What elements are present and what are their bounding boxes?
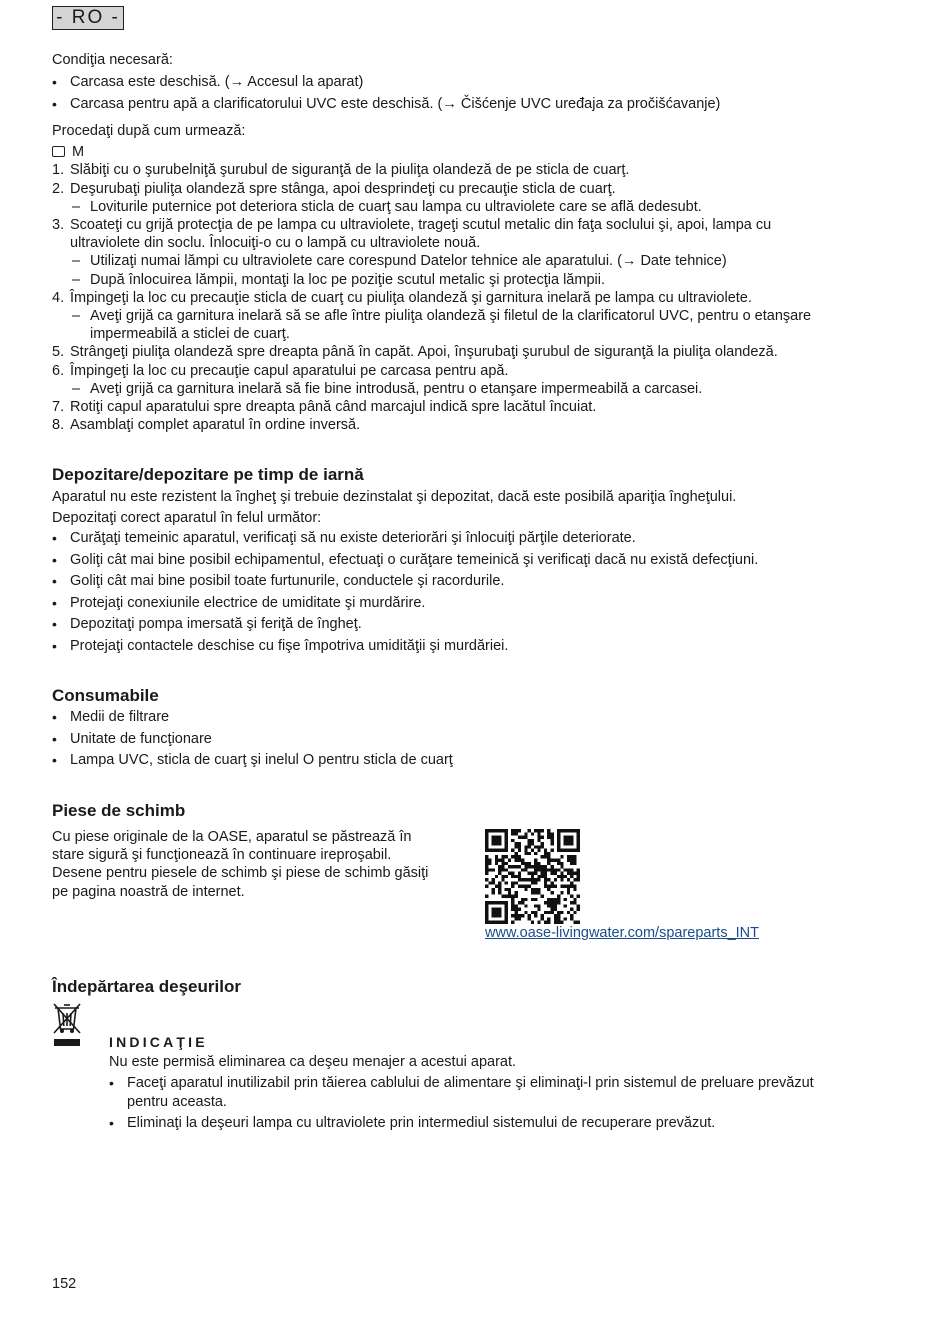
text-line: Desene pentru piesele de schimb şi piese de schimb găsiţi [52, 865, 429, 882]
tool-label: M [72, 144, 85, 161]
spare-parts-link[interactable]: www.oase-livingwater.com/spareparts_INT [485, 925, 759, 941]
step-number: 7. [52, 399, 65, 416]
procedure-section [52, 122, 892, 434]
step-number: 5. [52, 344, 65, 361]
step-number: 1. [52, 162, 65, 179]
list-item [109, 1114, 899, 1132]
note-text: Nu este permisă eliminarea ca deşeu menajer a acestui aparat. [109, 1054, 517, 1071]
conditions-title: Condiţia necesară: [52, 52, 173, 68]
disposal-heading: Îndepărtarea deşeurilor [52, 977, 241, 996]
spare-parts-text [52, 828, 892, 901]
step-note-text: – Aveţi grijă ca garnitura inelară să se afle între piuliţa olandeză şi filetul de la clarificatorul UVC, pentru o etanşare [90, 308, 812, 325]
qr-code-icon[interactable] [485, 829, 580, 924]
consumables-list [52, 707, 892, 772]
procedure-step [52, 362, 892, 398]
step-note [70, 307, 892, 343]
procedure-step [52, 216, 892, 289]
step-text: Deşurubaţi piuliţa olandeză spre stânga, apoi desprindeţi cu precauţie sticla de cuarţ. [70, 180, 616, 197]
step-text: Împingeţi la loc cu precauţie capul aparatului pe carcasa pentru apă. [70, 362, 509, 379]
list-item-text: • Faceţi aparatul inutilizabil prin tăierea cablului de alimentare şi eliminaţi-l prin sistemul de preluare prevăzut [127, 1075, 814, 1092]
step-note [70, 271, 892, 289]
step-note-text: – După înlocuirea lămpii, montaţi la loc pe poziţie scutul metalic şi protecţia lămpii. [90, 271, 605, 288]
spare-parts-heading: Piese de schimb [52, 801, 186, 820]
step-text: Scoateţi cu grijă protecţia de pe lampa cu ultraviolete, trageţi scutul metalic din faţa soclului şi, apoi, lampa cu [70, 217, 772, 234]
conditions-section [52, 51, 892, 115]
procedure-step [52, 398, 892, 416]
tool-square-icon [52, 146, 65, 157]
step-text: Asamblaţi complet aparatul în ordine inversă. [70, 417, 361, 434]
list-item [109, 1074, 899, 1110]
storage-intro-2: Depozitaţi corect aparatul în felul următor: [52, 510, 322, 527]
step-text: Strângeţi piuliţa olandeză spre dreapta până în capăt. Apoi, înşurubaţi şurubul de siguranţă la piuliţa olandeză. [70, 344, 778, 361]
procedure-steps [52, 161, 892, 434]
disposal-list [109, 1074, 899, 1132]
conditions-list [52, 72, 892, 115]
list-item-text: pentru aceasta. [127, 1093, 227, 1110]
step-notes [70, 307, 892, 343]
spare-parts-section [52, 801, 892, 901]
procedure-title: Procedaţi după cum urmează: [52, 123, 246, 139]
step-number: 4. [52, 289, 65, 306]
disposal-note [109, 1033, 899, 1132]
step-notes [70, 252, 892, 288]
step-number: 3. [52, 217, 65, 234]
step-notes [70, 198, 892, 216]
list-item: • Depozitaţi pompa imersată şi feriţă de îngheţ. [52, 614, 892, 636]
procedure-step [52, 416, 892, 434]
crossed-out-wheelie-bin-icon [52, 1002, 82, 1048]
step-text: Slăbiţi cu o şurubelniţă şurubul de siguranţă de la piuliţa olandeză de pe sticla de cuarţ. [70, 162, 630, 179]
step-number: 2. [52, 180, 65, 197]
step-text: ultraviolete din soclu. Înlocuiţi-o cu o lampă cu ultraviolete nouă. [70, 235, 481, 252]
text-line: stare sigură şi funcţionează în continuare ireproşabil. [52, 847, 392, 864]
list-item: • Unitate de funcţionare [52, 729, 892, 751]
list-item: • Lampa UVC, sticla de cuarţ şi inelul O pentru sticla de cuarţ [52, 750, 892, 772]
list-item: • Protejaţi contactele deschise cu fişe împotriva umidităţii şi murdăriei. [52, 636, 892, 658]
list-item: • Medii de filtrare [52, 707, 892, 729]
step-note-text: impermeabilă a sticlei de cuarţ. [90, 326, 290, 343]
storage-section [52, 465, 892, 657]
procedure-step [52, 180, 892, 216]
step-note-text: – Utilizaţi numai lămpi cu ultraviolete care corespund Datelor tehnice ale aparatului. (→ Date tehnice) [90, 253, 727, 270]
text-line: Cu piese originale de la OASE, aparatul se păstrează în [52, 829, 412, 845]
step-text: Rotiţi capul aparatului spre dreapta până când marcajul indică spre lacătul încuiat. [70, 399, 597, 416]
note-title: INDICAŢIE [109, 1034, 208, 1050]
language-tab: - RO - [52, 6, 124, 30]
storage-intro: Aparatul nu este rezistent la îngheţ şi trebuie dezinstalat şi depozitat, dacă este posibilă apariţia îngheţului. [52, 489, 737, 505]
step-number: 8. [52, 417, 65, 434]
consumables-heading: Consumabile [52, 686, 159, 705]
list-item: • Protejaţi conexiunile electrice de umiditate şi murdărire. [52, 593, 892, 615]
step-note [70, 198, 892, 216]
storage-heading: Depozitare/depozitare pe timp de iarnă [52, 465, 364, 484]
procedure-step [52, 289, 892, 344]
storage-list [52, 528, 892, 657]
procedure-step [52, 161, 892, 179]
consumables-section [52, 686, 892, 772]
list-item: • Curăţaţi temeinic aparatul, verificaţi să nu existe deteriorări şi înlocuiţi părţile deteriorate. [52, 528, 892, 550]
list-item: • Goliţi cât mai bine posibil echipamentul, efectuaţi o curăţare temeinică şi verificaţi dacă nu există defecţiuni. [52, 550, 892, 572]
page-number: 152 [52, 1276, 77, 1292]
tool-requirement [52, 143, 892, 161]
step-note-text: – Aveţi grijă ca garnitura inelară să fie bine introdusă, pentru o etanşare impermeabilă a carcasei. [90, 380, 703, 397]
step-note [70, 380, 892, 398]
list-item: • Goliţi cât mai bine posibil toate furtunurile, conductele şi racordurile. [52, 571, 892, 593]
list-item-text: • Eliminaţi la deşeuri lampa cu ultraviolete prin intermediul sistemului de recuperare prevăzut. [127, 1114, 716, 1131]
procedure-step [52, 343, 892, 361]
step-text: Împingeţi la loc cu precauţie sticla de cuarţ cu piuliţa olandeză şi garnitura inelară pe lampa cu ultraviolete. [70, 289, 752, 306]
step-note-text: – Loviturile puternice pot deteriora sticla de cuarţ sau lampa cu ultraviolete care se află dedesubt. [90, 198, 702, 215]
list-item: • Carcasa pentru apă a clarificatorului UVC este deschisă. (→ Čišćenje UVC uređaja za pročišćavanje) [52, 94, 892, 116]
step-notes [70, 380, 892, 398]
text-line: pe pagina noastră de internet. [52, 883, 245, 900]
step-number: 6. [52, 362, 65, 379]
list-item: • Carcasa este deschisă. (→ Accesul la aparat) [52, 72, 892, 94]
disposal-section [52, 977, 892, 997]
step-note [70, 252, 892, 270]
